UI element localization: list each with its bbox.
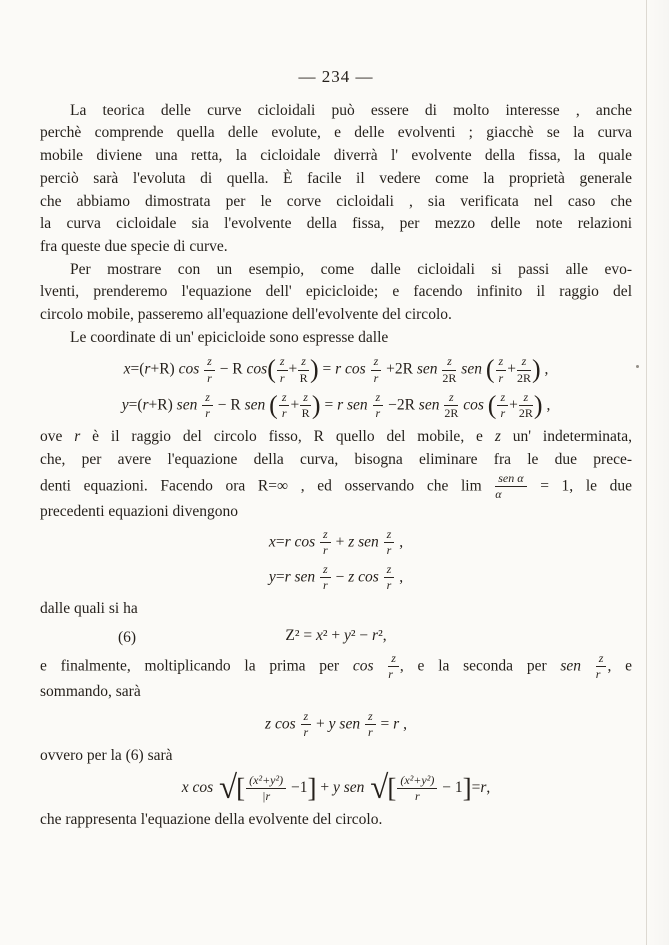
equation-evolvente-final: [40, 769, 632, 806]
fraction: $\frac{z}{r}$: [384, 563, 395, 592]
text-line: fra queste due specie di curve.: [40, 237, 228, 255]
math-token: r: [393, 715, 400, 733]
equation-simple-x: [40, 528, 632, 557]
math-token: +R): [150, 360, 179, 378]
page-number: — 234 —: [298, 67, 374, 86]
math-token: +: [288, 360, 298, 378]
math-token: r: [74, 428, 81, 446]
fraction: $\frac{z}{r}$: [301, 710, 312, 739]
paragraph-2: [40, 259, 632, 327]
math-token: z cos: [265, 715, 300, 733]
radical-sign: √: [370, 769, 389, 806]
math-token: x: [315, 627, 323, 645]
text-line: circolo mobile, passeremo all'equazione dell'evolvente del circolo.: [40, 306, 452, 324]
ink-speck: [636, 365, 639, 368]
math-token: ,: [486, 779, 491, 797]
math-token: x: [123, 360, 131, 378]
math-token: sen: [244, 396, 270, 414]
math-token: +: [331, 532, 349, 550]
math-token: x cos: [181, 779, 218, 797]
math-token: =: [318, 360, 336, 378]
text-line: che abbiamo dimostrata per le corve cicloidali , sia verificata nel caso che: [40, 192, 632, 210]
math-token: ² −: [350, 627, 373, 645]
math-token: =: [320, 396, 338, 414]
equation-6: [285, 627, 386, 644]
fraction: $\frac{z}{r}$: [279, 391, 290, 420]
fraction: $\frac{z}{r}$: [277, 355, 288, 384]
radical-sign: √: [219, 769, 238, 806]
fraction: $\frac{z}{r}$: [320, 528, 331, 557]
fraction: $\frac{z}{r}$: [320, 563, 331, 592]
text-line: lventi, prenderemo l'equazione dell' epicicloide; e facendo infinito il raggio del: [40, 283, 632, 301]
equation-6-row: [40, 625, 632, 648]
math-token: −: [331, 568, 349, 586]
text-final: che rappresenta l'equazione della evolvente del circolo.: [40, 810, 383, 828]
math-token: denti equazioni. Facendo ora R=∞ , ed osservando che lim: [40, 476, 495, 494]
math-token: =: [471, 779, 481, 797]
math-token: è il raggio del circolo fisso, R quello del mobile, e: [80, 428, 495, 446]
math-token: sen: [176, 396, 202, 414]
math-token: r cos: [335, 360, 370, 378]
math-token: ): [533, 390, 543, 420]
math-token: − 1: [438, 779, 463, 797]
paragraph-4: [40, 426, 632, 523]
math-token: =(: [130, 360, 145, 378]
math-token: =: [275, 568, 285, 586]
fraction: $\frac{z}{r}$: [373, 391, 384, 420]
math-token: ): [311, 390, 321, 420]
equation-6-label: (6): [118, 629, 137, 647]
fraction: $\frac{z}{r}$: [202, 391, 213, 420]
text-line: sommando, sarà: [40, 683, 141, 701]
fraction: $\frac{z}{R}$: [299, 354, 308, 385]
fraction: $\frac{z}{r}$: [596, 652, 607, 681]
text-line: Per mostrare con un esempio, come dalle cicloidali si passi alle evo-: [70, 260, 632, 278]
math-token: ): [531, 355, 541, 385]
math-token: −2R: [384, 396, 419, 414]
text-line: mobile diviene una retta, la cicloidale diverrà l' evolvente della fissa, la quale: [40, 147, 632, 165]
math-token: r sen: [337, 396, 372, 414]
text-line: [40, 472, 632, 501]
text-line: perchè comprende quella delle evolute, e delle evolventi ; giacchè se la curva: [40, 124, 632, 142]
math-token: ,: [395, 568, 404, 586]
math-token: sen: [461, 360, 486, 378]
math-token: +: [290, 396, 300, 414]
math-token: ² +: [322, 627, 345, 645]
text-line: precedenti equazioni divengono: [40, 502, 238, 520]
math-token: un' indeterminata,: [500, 428, 632, 446]
fraction: $\frac{z}{2R}$: [444, 389, 459, 420]
math-token: y sen: [328, 715, 364, 733]
math-token: +: [509, 396, 518, 414]
math-token: +2R: [382, 360, 417, 378]
math-token: Z² =: [285, 627, 316, 645]
math-token: y sen: [332, 779, 369, 797]
math-token: = 1, le due: [527, 476, 633, 494]
paragraph-5: [40, 652, 632, 704]
paragraph-1: [40, 100, 632, 259]
fraction: $\frac{z}{r}$: [371, 355, 382, 384]
scan-edge-line: [646, 0, 647, 945]
text-line: La teorica delle curve cicloidali può essere di molto interesse , anche: [70, 101, 632, 119]
text-line: [40, 426, 632, 449]
text-line: perciò sarà l'evoluta di quella. È facile il vedere come la proprietà generale: [40, 169, 632, 187]
math-token: sen: [418, 396, 444, 414]
text-line: [40, 652, 632, 681]
text-dalle-quali: dalle quali si ha: [40, 600, 138, 618]
math-token: =(: [128, 396, 143, 414]
math-token: (: [485, 355, 495, 385]
math-token: e finalmente, moltiplicando la prima per: [40, 657, 353, 675]
math-token: +: [316, 779, 333, 797]
paragraph-3: [40, 327, 632, 350]
math-token: (: [269, 390, 278, 420]
math-token: =: [275, 532, 285, 550]
page-content: [40, 66, 632, 832]
math-token: cos: [352, 657, 388, 675]
fraction: $\frac{\text{(x²+y²)}}{|r}$: [246, 774, 286, 803]
math-token: r sen: [284, 568, 320, 586]
fraction: $\frac{\text{sen α}}{\alpha}$: [495, 472, 526, 501]
math-token: z sen: [348, 532, 383, 550]
math-token: (: [487, 390, 497, 420]
math-token: −1: [287, 779, 308, 797]
math-token: sen: [560, 657, 595, 675]
math-token: ]: [307, 772, 317, 803]
math-token: [: [387, 772, 397, 803]
math-token: r: [480, 779, 487, 797]
math-token: , e: [607, 657, 632, 675]
math-token: cos: [178, 360, 204, 378]
equation-sum: [40, 710, 632, 739]
math-token: r: [372, 627, 379, 645]
math-token: ,: [399, 715, 407, 733]
fraction: $\frac{z}{r}$: [204, 355, 215, 384]
math-token: − R: [213, 396, 245, 414]
fraction: $\frac{\text{(x²+y²)}}{r}$: [397, 774, 437, 803]
math-token: (: [267, 355, 276, 385]
equation-simple-y: [40, 563, 632, 592]
math-token: +R): [148, 396, 177, 414]
math-token: y: [344, 627, 351, 645]
math-token: =: [376, 715, 394, 733]
fraction: $\frac{z}{r}$: [384, 528, 395, 557]
math-token: ove: [40, 428, 75, 446]
math-token: cos: [463, 396, 488, 414]
text-line: che, per avere l'equazione della curva, bisogna eliminare fra le due prece-: [40, 450, 632, 468]
fraction: $\frac{z}{r}$: [365, 710, 376, 739]
fraction: $\frac{z}{2R}$: [516, 354, 531, 385]
math-token: +: [507, 360, 516, 378]
math-token: +: [312, 715, 329, 733]
math-token: z cos: [348, 568, 383, 586]
fraction: $\frac{z}{r}$: [497, 391, 508, 420]
fraction: $\frac{z}{R}$: [301, 389, 310, 420]
math-token: ]: [462, 772, 472, 803]
text-line: Le coordinate di un' epicicloide sono espresse dalle: [70, 328, 389, 346]
text-ovvero: ovvero per la (6) sarà: [40, 747, 173, 765]
equation-epicycloid-y: [40, 391, 632, 420]
fraction: $\frac{z}{2R}$: [442, 354, 457, 385]
fraction: $\frac{z}{r}$: [388, 652, 399, 681]
math-token: y: [121, 396, 129, 414]
math-token: ,: [395, 532, 404, 550]
text-line: la curva cicloidale sia l'evolvente della fissa, per mezzo delle note relazioni: [40, 215, 632, 233]
math-token: r: [142, 396, 149, 414]
fraction: $\frac{z}{2R}$: [518, 389, 533, 420]
fraction: $\frac{z}{r}$: [496, 355, 507, 384]
scan-edge-shading: [647, 0, 669, 945]
equation-epicycloid-x: [40, 355, 632, 384]
math-token: ,: [542, 396, 551, 414]
math-token: , e la seconda per: [399, 657, 561, 675]
math-token: r: [144, 360, 151, 378]
math-token: z: [494, 428, 501, 446]
math-token: ): [309, 355, 319, 385]
math-token: y: [268, 568, 276, 586]
math-token: ,: [540, 360, 549, 378]
math-token: sen: [416, 360, 442, 378]
math-token: r cos: [284, 532, 320, 550]
math-token: [: [236, 772, 246, 803]
math-token: x: [268, 532, 276, 550]
math-token: − R: [215, 360, 247, 378]
math-token: cos: [246, 360, 268, 378]
math-token: ²,: [378, 627, 387, 645]
